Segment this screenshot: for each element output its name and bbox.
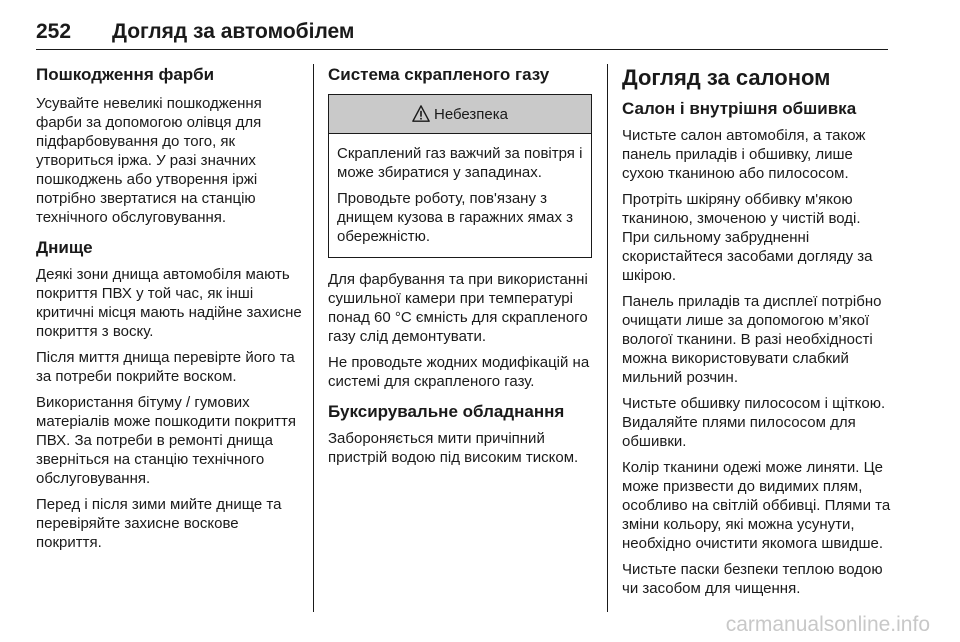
page-number: 252: [36, 20, 72, 43]
warning-box: [328, 94, 592, 258]
paragraph: Перед і після зими мийте днище та перевіряйте захисне воскове покриття.: [36, 496, 282, 551]
section-heading-underbody: Днище: [36, 238, 93, 257]
header-divider: [36, 49, 888, 50]
column-middle: [328, 64, 592, 474]
paragraph: Використання бітуму / гумових матеріалів може пошкодити покриття ПВХ. За потреби в ремонті днища зверніться на станцію технічного обслуговування.: [36, 394, 297, 487]
paragraph: Усувайте невеликі пошкодження фарби за допомогою олівця для підфарбовування до того, як утвориться іржа. У разі значних пошкоджень або утворення іржі потрібно звертатися на станцію технічного обслуговування.: [36, 95, 262, 226]
paragraph: Чистьте паски безпеки теплою водою чи засобом для чищення.: [622, 561, 883, 597]
paragraph: Не проводьте жодних модифікацій на системі для скрапленого газу.: [328, 354, 590, 390]
section-heading-paint-damage: Пошкодження фарби: [36, 65, 215, 84]
page-header: [36, 20, 928, 50]
watermark: carmanualsonline.info: [725, 613, 930, 636]
subsection-heading-interior-trim: Салон і внутрішня обшивка: [622, 99, 857, 118]
warning-header: [329, 95, 591, 134]
column-left: [36, 64, 304, 559]
warning-body: [329, 134, 591, 257]
paragraph: Для фарбування та при використанні сушильної камери при температурі понад 60 °C ємність для скрапленого газу слід демонтувати.: [328, 271, 588, 345]
warning-paragraph: Проводьте роботу, пов'язану з днищем кузова в гаражних ямах з обережністю.: [337, 190, 573, 245]
section-heading-towing-equipment: Буксирувальне обладнання: [328, 402, 565, 421]
paragraph: Забороняється мити причіпний пристрій водою під високим тиском.: [328, 430, 579, 466]
paragraph: Протріть шкіряну оббивку м'якою тканиною, змоченою у чистій воді. При сильному забрудненні скористайтеся засобами догляду за шкірою.: [622, 191, 873, 284]
paragraph: Після миття днища перевірте його та за потреби покрийте воском.: [36, 349, 295, 385]
section-heading-lpg-system: Система скрапленого газу: [328, 65, 550, 84]
paragraph: Деякі зони днища автомобіля мають покриття ПВХ у той час, як інші критичні місця мають надійне захисне покриття з воску.: [36, 266, 302, 340]
page-title: Догляд за автомобілем: [112, 20, 355, 43]
section-heading-interior-care: Догляд за салоном: [622, 65, 831, 90]
paragraph: Чистьте салон автомобіля, а також панель приладів і обшивку, лише сухою тканиною або пилососом.: [622, 127, 866, 182]
warning-title: Небезпека: [433, 105, 509, 123]
paragraph: Панель приладів та дисплеї потрібно очищати лише за допомогою м’якої вологої тканини. В разі необхідності можна використовувати слабкий мильний розчин.: [622, 293, 882, 386]
paragraph: Чистьте обшивку пилососом і щіткою. Видаляйте плями пилососом для обшивки.: [622, 395, 886, 450]
warning-triangle-icon: [412, 105, 430, 123]
warning-paragraph: Скраплений газ важчий за повітря і може збиратися у западинах.: [337, 145, 583, 181]
column-divider-2: [607, 64, 608, 612]
column-divider-1: [313, 64, 314, 612]
column-right: [622, 64, 892, 605]
paragraph: Колір тканини одежі може линяти. Це може призвести до видимих плям, особливо на світлій оббивці. Плями та зміни кольору, які можна усунути, необхідно очистити якомога швидше.: [622, 459, 891, 552]
